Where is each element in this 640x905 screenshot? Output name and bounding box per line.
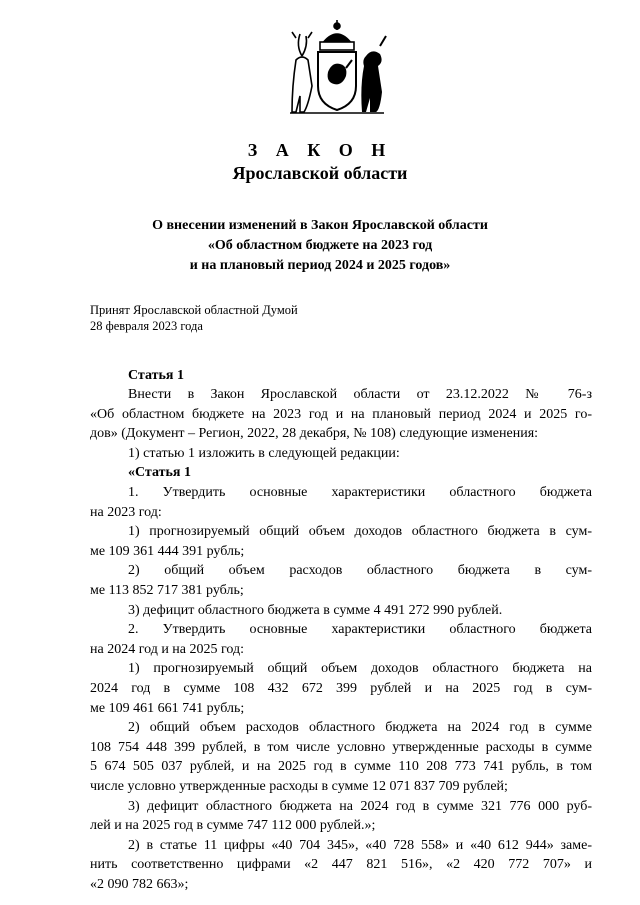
article-line: 1) прогнозируемый общий объем доходов областного бюджета на (128, 661, 592, 677)
article-line: 2024 год в сумме 108 432 672 399 рублей и на 2025 год в сум- (90, 681, 592, 696)
article-line: числе условно утвержденные расходы в сумме 12 071 837 709 рублей; (90, 779, 508, 794)
article-line: 1. Утвердить основные характеристики областного бюджета (128, 485, 592, 500)
article-line: «Статья 1 (128, 465, 191, 481)
article-line: 2) общий объем расходов областного бюджета в сум- (128, 563, 592, 579)
article-line: 2) в статье 11 цифры «40 704 345», «40 728 558» и «40 612 944» заме- (128, 837, 592, 853)
article-line: ме 113 852 717 381 рубль; (90, 583, 244, 598)
adoption-line-1: Принят Ярославской областной Думой (90, 303, 298, 317)
subject-line-2: «Об областном бюджете на 2023 год (207, 238, 433, 253)
article-title: Статья 1 (128, 368, 184, 383)
article-line: на 2024 год и на 2025 год: (90, 641, 245, 657)
article-line: 1) прогнозируемый общий объем доходов областного бюджета в сум- (128, 524, 592, 540)
subject-line-3: и на плановый период 2024 и 2025 годов» (189, 258, 451, 273)
subject-line-1: О внесении изменений в Закон Ярославской области (152, 218, 488, 233)
adoption-date: 28 февраля 2023 года (90, 319, 203, 333)
article-line: «2 090 782 663»; (90, 877, 189, 892)
article-line: Внести в Закон Ярославской области от 23.12.2022 № 76-з (128, 387, 592, 402)
article-line: на 2023 год: (90, 504, 162, 520)
region-title: Ярославской области (232, 163, 408, 183)
article-line: 3) дефицит областного бюджета в сумме 4 491 272 990 рублей. (128, 602, 503, 618)
article-line: ме 109 461 661 741 рубль; (90, 700, 245, 716)
article-line: нить соответственно цифрами «2 447 821 516», «2 420 772 707» и (90, 857, 592, 873)
article-line: 1) статью 1 изложить в следующей редакции: (128, 445, 400, 461)
article-line: 2. Утвердить основные характеристики областного бюджета (128, 622, 592, 638)
coat-of-arms-emblem (282, 16, 392, 116)
article-line: лей и на 2025 год в сумме 747 112 000 рублей.»; (90, 818, 376, 834)
law-title: З А К О Н (247, 140, 393, 160)
article-line: 5 674 505 037 рублей, и на 2025 год в сумме 110 208 773 741 рубль, в том (90, 759, 592, 775)
article-line: «Об областном бюджете на 2023 год и на плановый период 2024 и 2025 го- (90, 406, 592, 422)
article-line: 2) общий объем расходов областного бюджета на 2024 год в сумме (128, 720, 592, 736)
article-line: 108 754 448 399 рублей, в том числе условно утвержденные расходы в сумме (90, 739, 592, 755)
article-line: ме 109 361 444 391 рубль; (90, 543, 245, 559)
article-line: 3) дефицит областного бюджета на 2024 год в сумме 321 776 000 руб- (128, 798, 592, 814)
article-line: дов» (Документ – Регион, 2022, 28 декабря, № 108) следующие изменения: (90, 426, 539, 442)
